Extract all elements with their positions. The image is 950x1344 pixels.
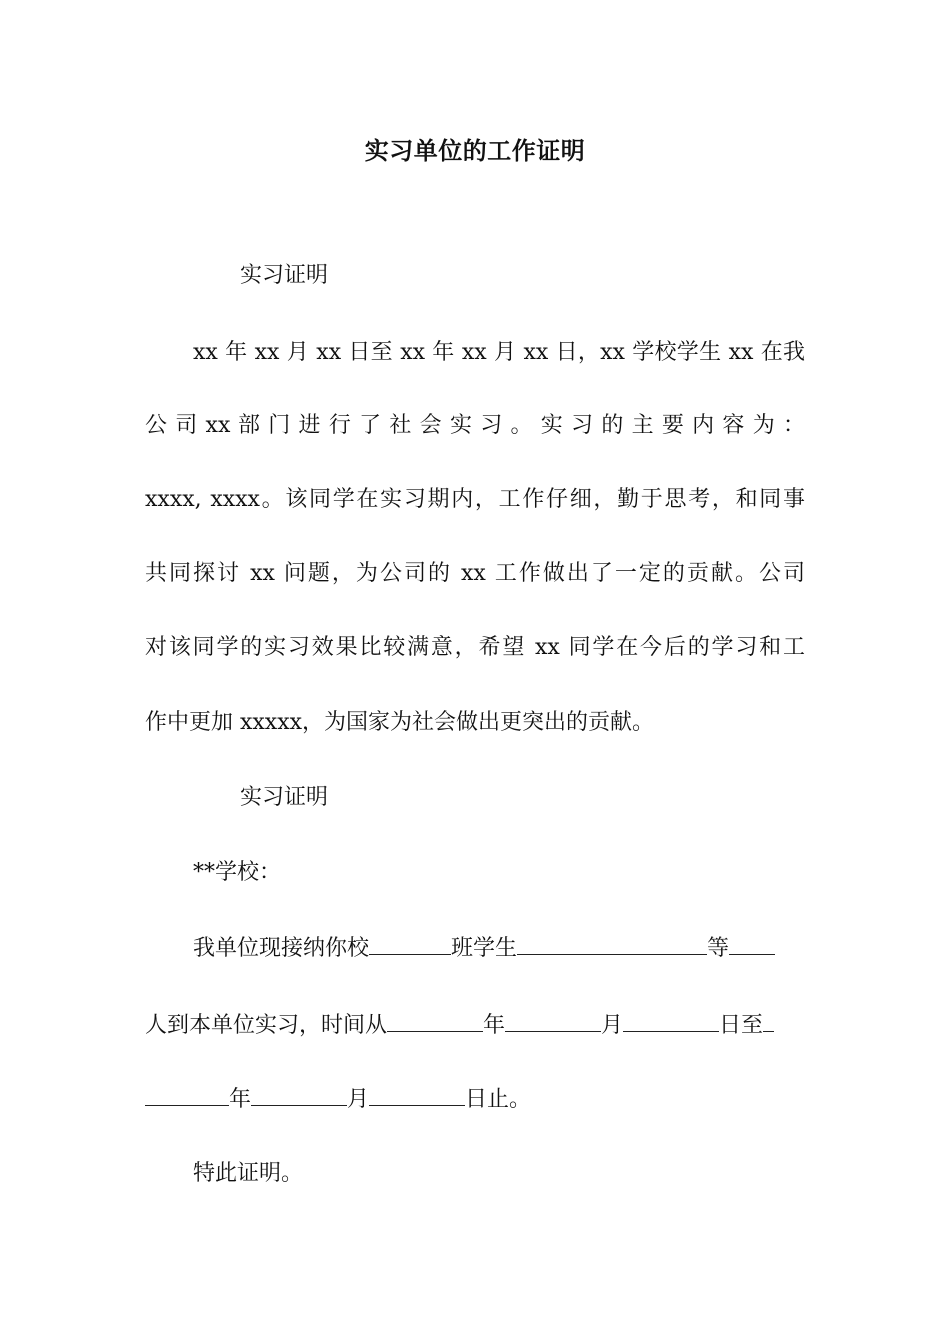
end-year-blank[interactable] [145,1081,229,1106]
form-text: 我单位现接纳你校 [193,936,370,961]
start-month-blank[interactable] [505,1007,601,1032]
section-heading-1: 实习证明 [240,263,329,288]
paragraph-line-5: 对该同学的实习效果比较满意，希望 xx 同学在今后的学习和工 [145,635,805,660]
end-day-blank[interactable] [369,1081,465,1106]
form-text: 等 [707,936,730,961]
paragraph-line-4: 共同探讨 xx 问题，为公司的 xx 工作做出了一定的贡献。公司 [145,561,805,586]
form-text: 班学生 [451,936,518,961]
end-year-blank-start[interactable] [763,1007,774,1032]
salutation: **学校： [193,860,282,885]
form-text: 年 [229,1087,252,1112]
count-blank[interactable] [729,930,775,955]
form-text: 年 [483,1013,506,1038]
student-name-blank[interactable] [517,930,707,955]
form-line-2 [145,1007,774,1044]
paragraph-line-1: xx 年 xx 月 xx 日至 xx 年 xx 月 xx 日，xx 学校学生 xx 在我 [193,340,805,365]
form-text: 月 [347,1087,370,1112]
closing-statement: 特此证明。 [193,1161,304,1186]
section-heading-2: 实习证明 [240,785,329,810]
form-text: 日至 [719,1013,764,1038]
form-text: 月 [601,1013,624,1038]
form-line-3 [145,1081,531,1118]
start-day-blank[interactable] [623,1007,719,1032]
document-title: 实习单位的工作证明 [364,136,586,165]
paragraph-line-2: 公 司 xx 部 门 进 行 了 社 会 实 习 。 实 习 的 主 要 内 容 为 ： [145,413,805,438]
form-text: 人到本单位实习，时间从 [145,1013,388,1038]
paragraph-line-3: xxxx, xxxx。该同学在实习期内，工作仔细，勤于思考，和同事 [145,487,805,512]
class-blank[interactable] [369,930,451,955]
end-month-blank[interactable] [251,1081,347,1106]
start-year-blank[interactable] [387,1007,483,1032]
form-line-1 [193,930,775,967]
form-text: 日止。 [465,1087,532,1112]
paragraph-line-6: 作中更加 xxxxx，为国家为社会做出更突出的贡献。 [145,710,655,735]
